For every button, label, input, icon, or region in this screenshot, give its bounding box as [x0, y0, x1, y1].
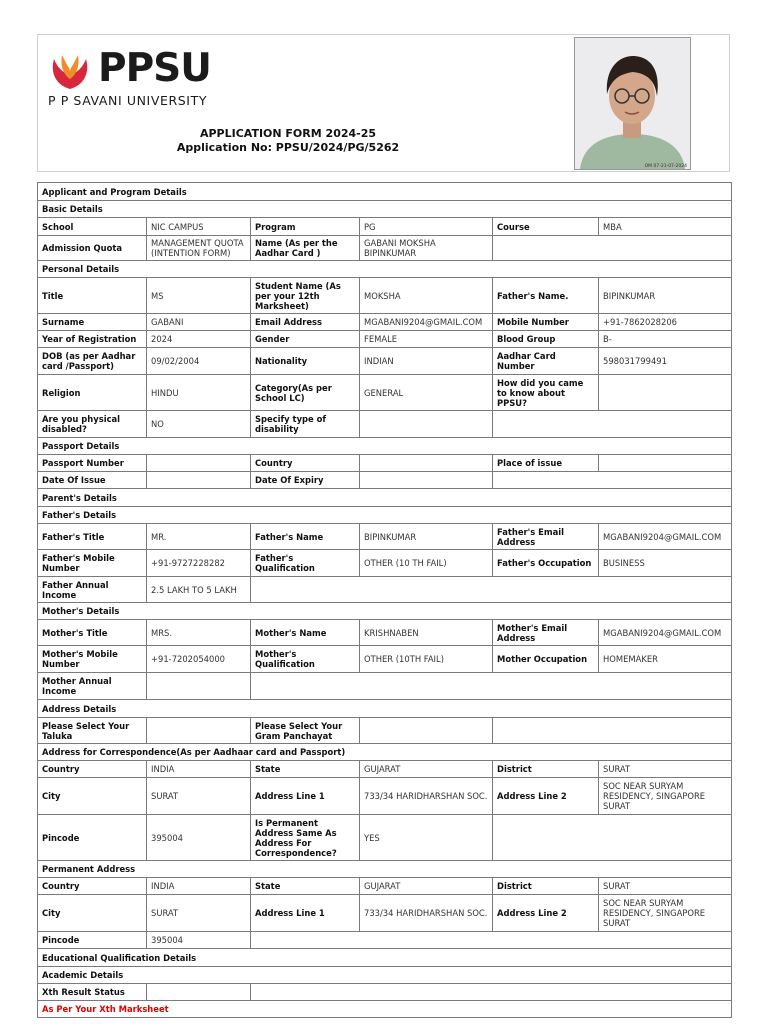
section-education: Educational Qualification Details — [38, 949, 732, 967]
label-father-occupation: Father's Occupation — [493, 550, 599, 577]
label-dob: DOB (as per Aadhar card /Passport) — [38, 348, 147, 375]
label-father-qualification: Father's Qualification — [251, 550, 360, 577]
label-perm-country: Country — [38, 878, 147, 895]
value-mother-name: KRISHNABEN — [360, 620, 493, 646]
value-mother-occupation: HOMEMAKER — [599, 646, 732, 673]
value-nationality: INDIAN — [360, 348, 493, 375]
value-mobile: +91-7862028206 — [599, 314, 732, 331]
value-religion: HINDU — [147, 375, 251, 411]
value-blood-group: B- — [599, 331, 732, 348]
empty-cell — [251, 984, 732, 1001]
value-course: MBA — [599, 218, 732, 236]
empty-cell — [493, 472, 732, 489]
label-xth-status: Xth Result Status — [38, 984, 147, 1001]
subsection-permanent: Permanent Address — [38, 861, 732, 878]
label-passport-number: Passport Number — [38, 455, 147, 472]
value-aadhar-number: 598031799491 — [599, 348, 732, 375]
label-corr-city: City — [38, 778, 147, 815]
subsection-passport: Passport Details — [38, 438, 732, 455]
empty-cell — [493, 236, 732, 261]
value-corr-district: SURAT — [599, 761, 732, 778]
value-corr-city: SURAT — [147, 778, 251, 815]
empty-cell — [251, 577, 732, 603]
value-place-issue — [599, 455, 732, 472]
value-program: PG — [360, 218, 493, 236]
label-name-aadhar: Name (As per the Aadhar Card ) — [251, 236, 360, 261]
subsection-father: Father's Details — [38, 507, 732, 524]
form-title: APPLICATION FORM 2024-25 — [199, 127, 377, 140]
value-corr-address-line-1: 733/34 HARIDHARSHAN SOC. — [360, 778, 493, 815]
value-passport-country — [360, 455, 493, 472]
subsection-academic: Academic Details — [38, 967, 732, 984]
label-father-email: Father's Email Address — [493, 524, 599, 550]
application-form-table — [37, 182, 732, 1018]
label-passport-country: Country — [251, 455, 360, 472]
value-corr-state: GUJARAT — [360, 761, 493, 778]
empty-cell — [251, 673, 732, 700]
value-father-income: 2.5 LAKH TO 5 LAKH — [147, 577, 251, 603]
logo-subtitle: P P SAVANI UNIVERSITY — [48, 93, 208, 108]
label-corr-address-line-2: Address Line 2 — [493, 778, 599, 815]
subsection-correspondence: Address for Correspondence(As per Aadhaar card and Passport) — [38, 744, 732, 761]
value-mother-income — [147, 673, 251, 700]
value-mother-qualification: OTHER (10TH FAIL) — [360, 646, 493, 673]
label-blood-group: Blood Group — [493, 331, 599, 348]
subsection-personal: Personal Details — [38, 261, 732, 278]
label-father-income: Father Annual Income — [38, 577, 147, 603]
label-perm-state: State — [251, 878, 360, 895]
label-mother-mobile: Mother's Mobile Number — [38, 646, 147, 673]
section-parents: Parent's Details — [38, 489, 732, 507]
value-corr-pincode: 395004 — [147, 815, 251, 861]
label-program: Program — [251, 218, 360, 236]
value-date-expiry — [360, 472, 493, 489]
value-name-aadhar: GABANI MOKSHA BIPINKUMAR — [360, 236, 493, 261]
value-mother-mobile: +91-7202054000 — [147, 646, 251, 673]
flame-logo-icon — [46, 49, 94, 91]
label-mobile: Mobile Number — [493, 314, 599, 331]
value-father-title: MR. — [147, 524, 251, 550]
value-gender: FEMALE — [360, 331, 493, 348]
value-surname: GABANI — [147, 314, 251, 331]
value-title: MS — [147, 278, 251, 314]
label-year-registration: Year of Registration — [38, 331, 147, 348]
label-physical-disabled: Are you physical disabled? — [38, 411, 147, 438]
label-taluka: Please Select Your Taluka — [38, 718, 147, 744]
value-perm-city: SURAT — [147, 895, 251, 932]
value-year-registration: 2024 — [147, 331, 251, 348]
value-perm-district: SURAT — [599, 878, 732, 895]
form-title-block — [98, 127, 478, 155]
empty-cell — [493, 718, 732, 744]
label-fathers-name: Father's Name. — [493, 278, 599, 314]
value-corr-address-line-2: SOC NEAR SURYAM RESIDENCY, SINGAPORE SURAT — [599, 778, 732, 815]
logo-wordmark: PPSU — [98, 46, 211, 91]
value-student-name: MOKSHA — [360, 278, 493, 314]
label-title: Title — [38, 278, 147, 314]
value-xth-status — [147, 984, 251, 1001]
label-nationality: Nationality — [251, 348, 360, 375]
label-mother-income: Mother Annual Income — [38, 673, 147, 700]
application-number: Application No: PPSU/2024/PG/5262 — [176, 141, 400, 154]
label-mother-qualification: Mother's Qualification — [251, 646, 360, 673]
value-corr-country: INDIA — [147, 761, 251, 778]
label-school: School — [38, 218, 147, 236]
value-perm-address-line-2: SOC NEAR SURYAM RESIDENCY, SINGAPORE SURAT — [599, 895, 732, 932]
value-father-mobile: +91-9727228282 — [147, 550, 251, 577]
value-disability-type — [360, 411, 493, 438]
value-school: NIC CAMPUS — [147, 218, 251, 236]
value-same-address: YES — [360, 815, 493, 861]
label-corr-address-line-1: Address Line 1 — [251, 778, 360, 815]
value-perm-pincode: 395004 — [147, 932, 251, 949]
value-fathers-name: BIPINKUMAR — [599, 278, 732, 314]
empty-cell — [493, 411, 732, 438]
label-corr-state: State — [251, 761, 360, 778]
label-gender: Gender — [251, 331, 360, 348]
applicant-portrait-icon — [575, 38, 690, 169]
value-mother-title: MRS. — [147, 620, 251, 646]
subsection-mother: Mother's Details — [38, 603, 732, 620]
label-how-know: How did you came to know about PPSU? — [493, 375, 599, 411]
label-mother-email: Mother's Email Address — [493, 620, 599, 646]
value-father-email: MGABANI9204@GMAIL.COM — [599, 524, 732, 550]
label-perm-city: City — [38, 895, 147, 932]
label-perm-district: District — [493, 878, 599, 895]
label-father-mobile: Father's Mobile Number — [38, 550, 147, 577]
value-perm-country: INDIA — [147, 878, 251, 895]
subsection-basic: Basic Details — [38, 201, 732, 218]
label-corr-district: District — [493, 761, 599, 778]
label-corr-pincode: Pincode — [38, 815, 147, 861]
label-disability-type: Specify type of disability — [251, 411, 360, 438]
subsection-xth-marksheet: As Per Your Xth Marksheet — [38, 1001, 732, 1018]
label-course: Course — [493, 218, 599, 236]
section-applicant: Applicant and Program Details — [38, 183, 732, 201]
value-perm-address-line-1: 733/34 HARIDHARSHAN SOC. — [360, 895, 493, 932]
label-admission-quota: Admission Quota — [38, 236, 147, 261]
value-admission-quota: MANAGEMENT QUOTA (INTENTION FORM) — [147, 236, 251, 261]
label-corr-country: Country — [38, 761, 147, 778]
label-perm-address-line-1: Address Line 1 — [251, 895, 360, 932]
empty-cell — [493, 815, 732, 861]
value-category: GENERAL — [360, 375, 493, 411]
label-father-name: Father's Name — [251, 524, 360, 550]
photo-stamp: OM 07-21-07-2024 — [644, 164, 687, 169]
label-category: Category(As per School LC) — [251, 375, 360, 411]
label-religion: Religion — [38, 375, 147, 411]
value-mother-email: MGABANI9204@GMAIL.COM — [599, 620, 732, 646]
label-father-title: Father's Title — [38, 524, 147, 550]
value-date-issue — [147, 472, 251, 489]
label-aadhar-number: Aadhar Card Number — [493, 348, 599, 375]
value-passport-number — [147, 455, 251, 472]
value-perm-state: GUJARAT — [360, 878, 493, 895]
value-father-name: BIPINKUMAR — [360, 524, 493, 550]
label-place-issue: Place of issue — [493, 455, 599, 472]
label-mother-name: Mother's Name — [251, 620, 360, 646]
label-email: Email Address — [251, 314, 360, 331]
value-taluka — [147, 718, 251, 744]
label-surname: Surname — [38, 314, 147, 331]
section-address: Address Details — [38, 700, 732, 718]
value-gram-panchayat — [360, 718, 493, 744]
form-header — [37, 34, 730, 172]
label-same-address: Is Permanent Address Same As Address For Correspondence? — [251, 815, 360, 861]
empty-cell — [251, 932, 732, 949]
value-dob: 09/02/2004 — [147, 348, 251, 375]
value-father-qualification: OTHER (10 TH FAIL) — [360, 550, 493, 577]
value-how-know — [599, 375, 732, 411]
label-mother-title: Mother's Title — [38, 620, 147, 646]
label-student-name: Student Name (As per your 12th Marksheet) — [251, 278, 360, 314]
label-mother-occupation: Mother Occupation — [493, 646, 599, 673]
value-father-occupation: BUSINESS — [599, 550, 732, 577]
ppsu-logo — [46, 46, 226, 109]
value-physical-disabled: NO — [147, 411, 251, 438]
label-date-expiry: Date Of Expiry — [251, 472, 360, 489]
label-date-issue: Date Of Issue — [38, 472, 147, 489]
label-perm-pincode: Pincode — [38, 932, 147, 949]
label-perm-address-line-2: Address Line 2 — [493, 895, 599, 932]
label-gram-panchayat: Please Select Your Gram Panchayat — [251, 718, 360, 744]
applicant-photo — [574, 37, 691, 170]
value-email: MGABANI9204@GMAIL.COM — [360, 314, 493, 331]
